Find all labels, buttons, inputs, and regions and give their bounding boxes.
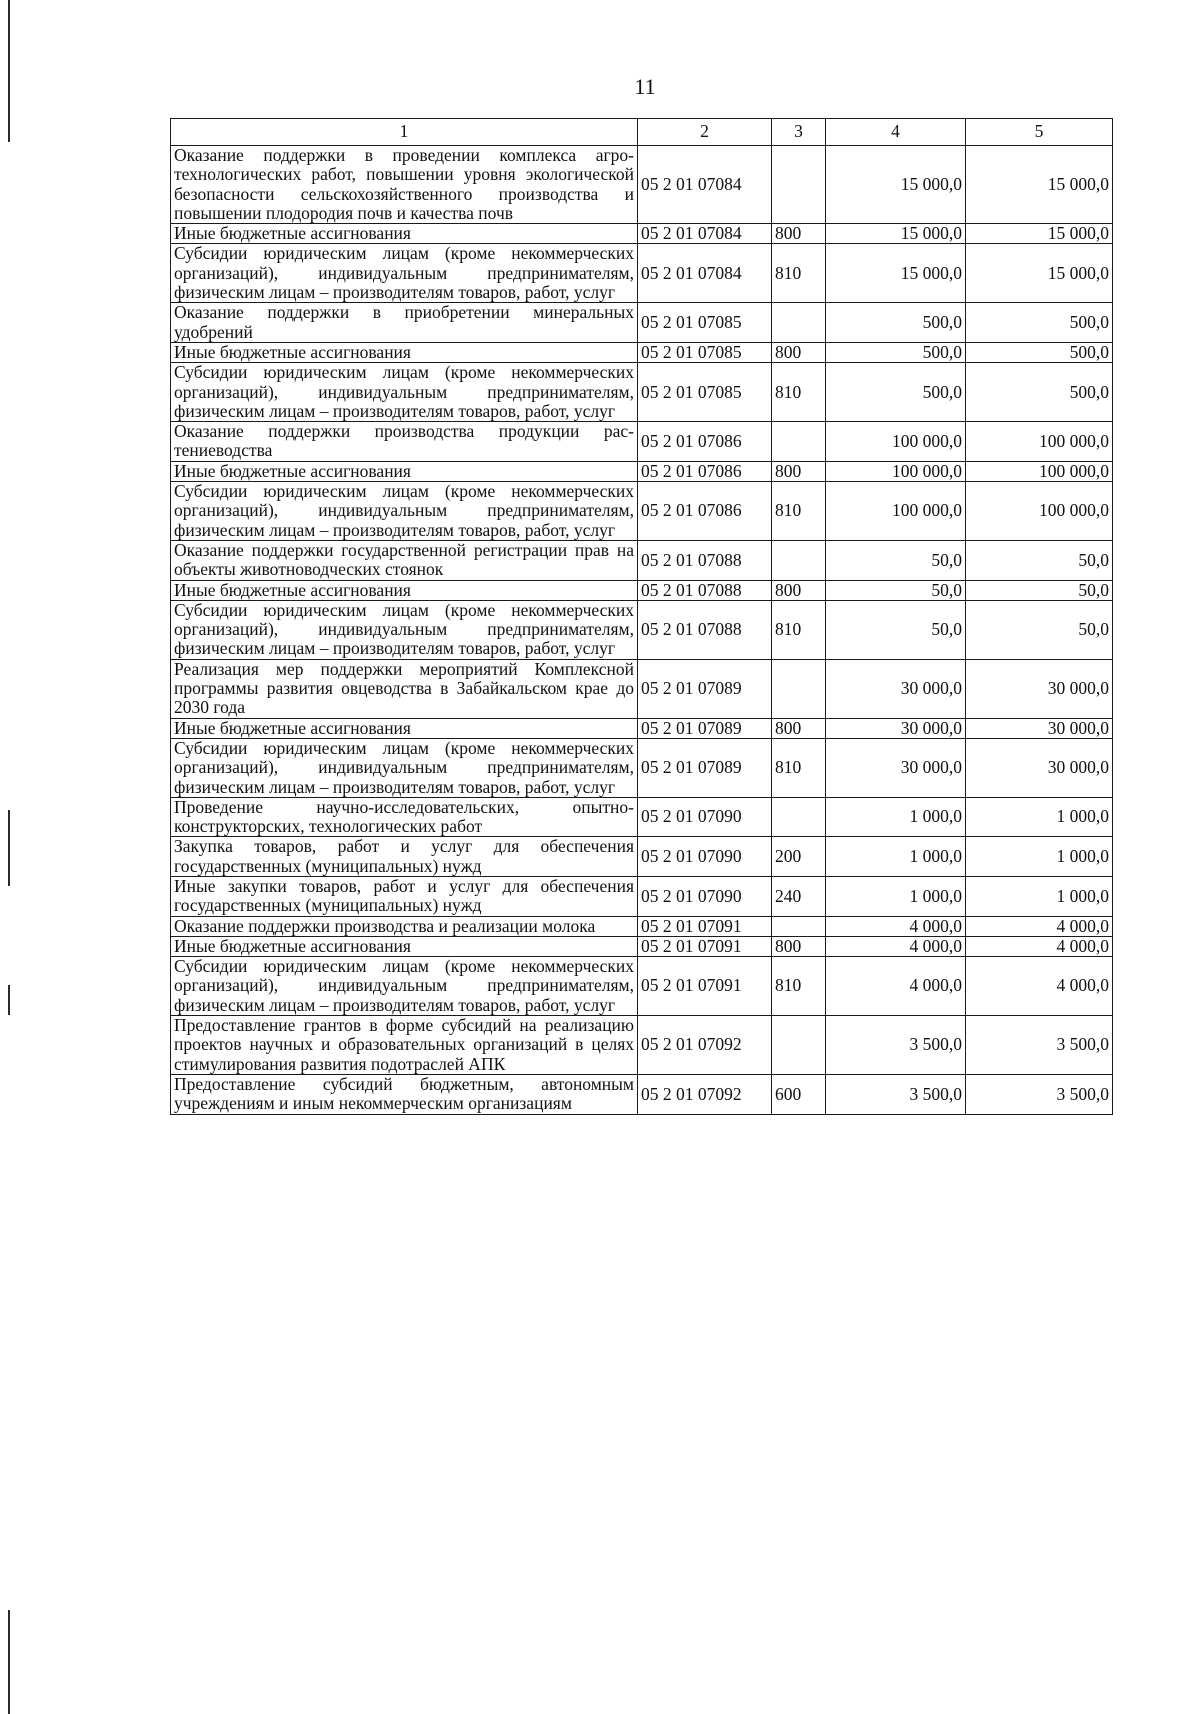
table-row (171, 1016, 1113, 1075)
row-value-1: 100 000,0 (826, 461, 966, 481)
row-name: Субсидии юридическим лицам (кроме некоммерческих организаций), индивидуальным предпринимателям, физическим лицам – производителям товаров, работ, услуг (171, 482, 638, 541)
row-type (772, 303, 826, 343)
row-name: Субсидии юридическим лицам (кроме некоммерческих организаций), индивидуальным предпринимателям, физическим лицам – производителям товаров, работ, услуг (171, 244, 638, 303)
row-name: Иные бюджетные ассигнования (171, 342, 638, 362)
row-type: 810 (772, 363, 826, 422)
table-row (171, 797, 1113, 837)
table-row (171, 224, 1113, 244)
row-value-2: 15 000,0 (966, 224, 1113, 244)
table-header-row (171, 119, 1113, 146)
row-type (772, 540, 826, 580)
row-type: 240 (772, 876, 826, 916)
row-value-2: 50,0 (966, 580, 1113, 600)
row-value-2: 4 000,0 (966, 957, 1113, 1016)
row-value-1: 15 000,0 (826, 224, 966, 244)
row-type: 810 (772, 957, 826, 1016)
row-value-1: 30 000,0 (826, 718, 966, 738)
row-value-2: 100 000,0 (966, 482, 1113, 541)
row-type (772, 146, 826, 224)
row-type: 800 (772, 718, 826, 738)
row-type (772, 916, 826, 936)
table-row (171, 540, 1113, 580)
table-row (171, 461, 1113, 481)
row-value-1: 1 000,0 (826, 837, 966, 877)
scan-edge-line-top (8, 0, 10, 142)
row-type: 200 (772, 837, 826, 877)
row-value-1: 50,0 (826, 540, 966, 580)
row-type (772, 659, 826, 718)
row-code: 05 2 01 07090 (638, 837, 772, 877)
row-value-1: 1 000,0 (826, 876, 966, 916)
row-code: 05 2 01 07088 (638, 600, 772, 659)
row-code: 05 2 01 07091 (638, 916, 772, 936)
row-value-2: 4 000,0 (966, 936, 1113, 956)
row-code: 05 2 01 07089 (638, 738, 772, 797)
row-value-1: 100 000,0 (826, 482, 966, 541)
row-name: Оказание поддержки в приобретении минеральных удобрений (171, 303, 638, 343)
row-code: 05 2 01 07085 (638, 303, 772, 343)
table-row (171, 659, 1113, 718)
row-name: Закупка товаров, работ и услуг для обеспечения государственных (муниципальных) нужд (171, 837, 638, 877)
row-name: Иные закупки товаров, работ и услуг для обеспечения государственных (муниципальных) нужд (171, 876, 638, 916)
page-number: 11 (634, 74, 656, 99)
table-row (171, 936, 1113, 956)
table-row (171, 718, 1113, 738)
row-value-2: 1 000,0 (966, 797, 1113, 837)
row-name: Иные бюджетные ассигнования (171, 580, 638, 600)
row-name: Субсидии юридическим лицам (кроме некоммерческих организаций), индивидуальным предпринимателям, физическим лицам – производителям товаров, работ, услуг (171, 600, 638, 659)
table-row (171, 600, 1113, 659)
table-row (171, 738, 1113, 797)
row-name: Иные бюджетные ассигнования (171, 224, 638, 244)
row-name: Оказание поддержки производства и реализации молока (171, 916, 638, 936)
row-value-1: 3 500,0 (826, 1074, 966, 1114)
row-value-1: 15 000,0 (826, 146, 966, 224)
header-col-4: 4 (826, 119, 966, 146)
row-name: Иные бюджетные ассигнования (171, 718, 638, 738)
row-type: 800 (772, 580, 826, 600)
row-code: 05 2 01 07091 (638, 936, 772, 956)
row-name: Предоставление субсидий бюджетным, автономным учреждениям и иным некоммерческим организациям (171, 1074, 638, 1114)
row-code: 05 2 01 07088 (638, 540, 772, 580)
row-value-1: 4 000,0 (826, 957, 966, 1016)
row-name: Субсидии юридическим лицам (кроме некоммерческих организаций), индивидуальным предпринимателям, физическим лицам – производителям товаров, работ, услуг (171, 738, 638, 797)
row-value-1: 50,0 (826, 600, 966, 659)
row-value-2: 100 000,0 (966, 461, 1113, 481)
row-code: 05 2 01 07092 (638, 1074, 772, 1114)
row-type: 810 (772, 600, 826, 659)
header-col-5: 5 (966, 119, 1113, 146)
row-value-2: 500,0 (966, 363, 1113, 422)
row-code: 05 2 01 07089 (638, 718, 772, 738)
row-code: 05 2 01 07092 (638, 1016, 772, 1075)
row-value-2: 3 500,0 (966, 1016, 1113, 1075)
row-value-2: 30 000,0 (966, 659, 1113, 718)
row-name: Иные бюджетные ассигнования (171, 461, 638, 481)
row-name: Оказание поддержки производства продукции растениеводства (171, 422, 638, 462)
row-value-1: 4 000,0 (826, 936, 966, 956)
row-value-2: 30 000,0 (966, 718, 1113, 738)
table-row (171, 303, 1113, 343)
scan-edge-line-bottom (8, 1610, 10, 1714)
row-code: 05 2 01 07085 (638, 342, 772, 362)
table-row (171, 1074, 1113, 1114)
row-name: Реализация мер поддержки мероприятий Комплексной программы развития овцеводства в Забайкальском крае до 2030 года (171, 659, 638, 718)
row-value-1: 500,0 (826, 342, 966, 362)
row-code: 05 2 01 07085 (638, 363, 772, 422)
table-row (171, 482, 1113, 541)
table-row (171, 422, 1113, 462)
row-value-1: 30 000,0 (826, 738, 966, 797)
row-value-1: 15 000,0 (826, 244, 966, 303)
row-value-2: 15 000,0 (966, 146, 1113, 224)
row-name: Иные бюджетные ассигнования (171, 936, 638, 956)
row-name: Предоставление грантов в форме субсидий на реализацию проектов научных и образовательных организаций в целях стимулирования развития подотраслей АПК (171, 1016, 638, 1075)
scan-edge-line-lower (8, 985, 10, 1015)
row-value-2: 30 000,0 (966, 738, 1113, 797)
header-col-2: 2 (638, 119, 772, 146)
row-value-1: 3 500,0 (826, 1016, 966, 1075)
row-value-1: 4 000,0 (826, 916, 966, 936)
row-type: 810 (772, 244, 826, 303)
row-value-1: 100 000,0 (826, 422, 966, 462)
row-type: 810 (772, 738, 826, 797)
row-code: 05 2 01 07088 (638, 580, 772, 600)
row-value-2: 4 000,0 (966, 916, 1113, 936)
row-value-2: 50,0 (966, 540, 1113, 580)
row-value-2: 1 000,0 (966, 837, 1113, 877)
table-row (171, 146, 1113, 224)
row-name: Оказание поддержки государственной регистрации прав на объекты животноводческих стоянок (171, 540, 638, 580)
row-name: Субсидии юридическим лицам (кроме некоммерческих организаций), индивидуальным предпринимателям, физическим лицам – производителям товаров, работ, услуг (171, 957, 638, 1016)
row-code: 05 2 01 07090 (638, 876, 772, 916)
scan-edge-line-middle (8, 810, 10, 886)
table-row (171, 916, 1113, 936)
row-value-1: 30 000,0 (826, 659, 966, 718)
row-type (772, 422, 826, 462)
row-code: 05 2 01 07090 (638, 797, 772, 837)
row-type (772, 1016, 826, 1075)
row-code: 05 2 01 07084 (638, 224, 772, 244)
row-value-2: 1 000,0 (966, 876, 1113, 916)
row-value-2: 100 000,0 (966, 422, 1113, 462)
row-code: 05 2 01 07086 (638, 461, 772, 481)
table-row (171, 363, 1113, 422)
row-name: Субсидии юридическим лицам (кроме некоммерческих организаций), индивидуальным предпринимателям, физическим лицам – производителям товаров, работ, услуг (171, 363, 638, 422)
row-value-1: 1 000,0 (826, 797, 966, 837)
row-value-2: 500,0 (966, 303, 1113, 343)
row-value-1: 50,0 (826, 580, 966, 600)
table-row (171, 957, 1113, 1016)
row-value-2: 50,0 (966, 600, 1113, 659)
row-code: 05 2 01 07091 (638, 957, 772, 1016)
row-code: 05 2 01 07086 (638, 422, 772, 462)
table-row (171, 342, 1113, 362)
table-row (171, 580, 1113, 600)
row-type: 810 (772, 482, 826, 541)
budget-table (170, 118, 1113, 1115)
row-code: 05 2 01 07084 (638, 146, 772, 224)
table-row (171, 876, 1113, 916)
header-col-1: 1 (171, 119, 638, 146)
table-row (171, 837, 1113, 877)
table-row (171, 244, 1113, 303)
row-name: Оказание поддержки в проведении комплекса агротехнологических работ, повышении уровня экологической безопасности сельскохозяйственного производства и повышении плодородия почв и качества почв (171, 146, 638, 224)
row-type: 800 (772, 461, 826, 481)
row-type: 600 (772, 1074, 826, 1114)
row-value-2: 500,0 (966, 342, 1113, 362)
row-value-2: 3 500,0 (966, 1074, 1113, 1114)
row-type (772, 797, 826, 837)
row-type: 800 (772, 224, 826, 244)
row-value-1: 500,0 (826, 363, 966, 422)
row-value-2: 15 000,0 (966, 244, 1113, 303)
row-type: 800 (772, 936, 826, 956)
row-code: 05 2 01 07084 (638, 244, 772, 303)
row-name: Проведение научно-исследовательских, опытно-конструкторских, технологических работ (171, 797, 638, 837)
row-code: 05 2 01 07086 (638, 482, 772, 541)
row-type: 800 (772, 342, 826, 362)
header-col-3: 3 (772, 119, 826, 146)
row-value-1: 500,0 (826, 303, 966, 343)
row-code: 05 2 01 07089 (638, 659, 772, 718)
